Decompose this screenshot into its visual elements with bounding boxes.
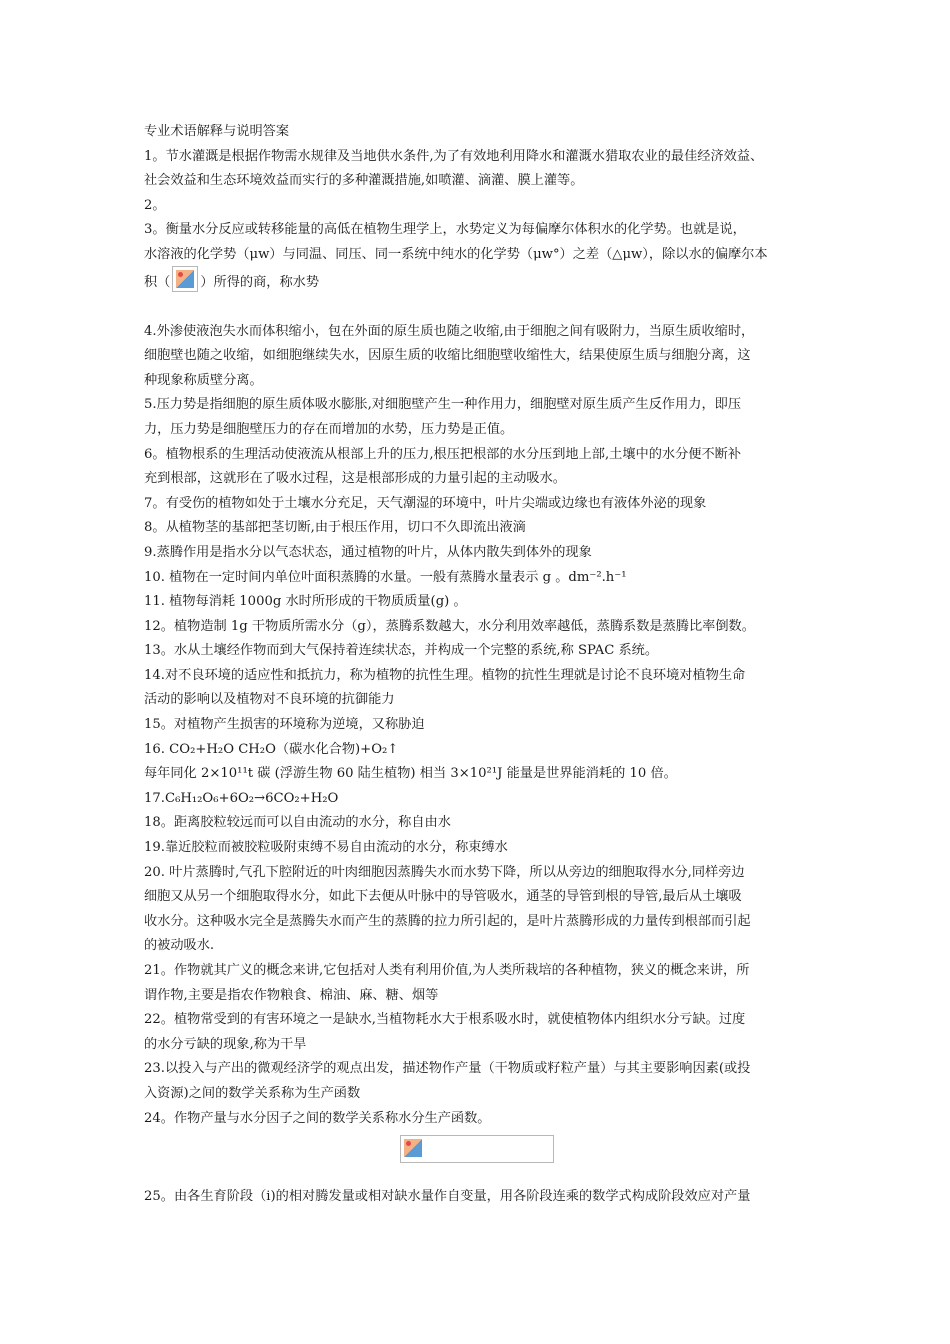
broken-image-icon <box>172 266 198 292</box>
doc-line: 社会效益和生态环境效益而实行的多种灌溉措施,如喷灌、滴灌、膜上灌等。 <box>144 173 584 189</box>
doc-line: 入资源)之间的数学关系称为生产函数 <box>144 1085 361 1101</box>
doc-line: 活动的影响以及植物对不良环境的抗御能力 <box>144 692 395 708</box>
doc-line: 细胞又从另一个细胞取得水分，如此下去便从叶脉中的导管吸水，通茎的导管到根的导管,最后从土壤吸 <box>144 889 742 905</box>
doc-line: 的水分亏缺的现象,称为干旱 <box>144 1036 307 1052</box>
doc-line: 24。作物产量与水分因子之间的数学关系称水分生产函数。 <box>144 1110 491 1126</box>
doc-line: 22。植物常受到的有害环境之一是缺水,当植物耗水大于根系吸水时，就使植物体内组织水分亏缺。过度 <box>144 1012 746 1028</box>
doc-line: 谓作物,主要是指农作物粮食、棉油、麻、糖、烟等 <box>144 987 439 1003</box>
doc-line: 8。从植物茎的基部把茎切断,由于根压作用，切口不久即流出液滴 <box>144 520 526 536</box>
doc-line: 收水分。这种吸水完全是蒸腾失水而产生的蒸腾的拉力所引起的，是叶片蒸腾形成的力量传到根部而引起 <box>144 913 751 929</box>
doc-line: 2。 <box>144 197 166 213</box>
doc-line: 的被动吸水. <box>144 938 215 954</box>
doc-text: 积（ <box>144 274 171 290</box>
doc-line: 25。由各生育阶段（i)的相对腾发量或相对缺水量作自变量，用各阶段连乘的数学式构成阶段效应对产量 <box>144 1189 751 1205</box>
broken-image-icon <box>400 1135 554 1163</box>
doc-line: 5.压力势是指细胞的原生质体吸水膨胀,对细胞壁产生一种作用力，细胞壁对原生质产生反作用力，即压 <box>144 397 742 413</box>
doc-line: 力，压力势是细胞壁压力的存在而增加的水势，压力势是正值。 <box>144 421 514 437</box>
doc-line: 6。植物根系的生理活动使液流从根部上升的压力,根压把根部的水分压到地上部,土壤中的水分便不断补 <box>144 446 742 462</box>
doc-line: 4.外渗使液泡失水而体积缩小，包在外面的原生质也随之收缩,由于细胞之间有吸附力，当原生质收缩时， <box>144 323 755 339</box>
doc-line: 种现象称质壁分离。 <box>144 372 263 388</box>
doc-line-with-image <box>144 268 814 298</box>
blank-line <box>144 298 814 320</box>
doc-line: 18。距离胶粒较远而可以自由流动的水分，称自由水 <box>144 815 451 831</box>
doc-line: 充到根部，这就形在了吸水过程，这是根部形成的力量引起的主动吸水。 <box>144 471 566 487</box>
doc-line: 23.以投入与产出的微观经济学的观点出发，描述物作产量（干物质或籽粒产量）与其主要影响因素(或投 <box>144 1061 751 1077</box>
doc-line: 14.对不良环境的适应性和抵抗力，称为植物的抗性生理。植物的抗性生理就是讨论不良环境对植物生命 <box>144 667 746 683</box>
image-placeholder-row <box>144 1131 814 1181</box>
doc-line: 3。衡量水分反应或转移能量的高低在植物生理学上，水势定义为每偏摩尔体积水的化学势。也就是说， <box>144 222 746 238</box>
doc-text: ）所得的商，称水势 <box>200 274 320 290</box>
doc-line: 21。作物就其广义的概念来讲,它包括对人类有利用价值,为人类所栽培的各种植物，狭义的概念来讲，所 <box>144 963 750 978</box>
doc-line: 20. 叶片蒸腾时,气孔下腔附近的叶肉细胞因蒸腾失水而水势下降，所以从旁边的细胞取得水分,同样旁边 <box>144 864 745 880</box>
doc-line: 水溶液的化学势（μw）与同温、同压、同一系统中纯水的化学势（μw°）之差（△μw），除以水的偏摩尔本 <box>144 246 768 262</box>
doc-title: 专业术语解释与说明答案 <box>144 124 290 139</box>
doc-line: 10. 植物在一定时间内单位叶面积蒸腾的水量。一般有蒸腾水量表示 g 。dm⁻².h⁻¹ <box>144 569 627 585</box>
doc-line: 1。节水灌溉是根据作物需水规律及当地供水条件,为了有效地利用降水和灌溉水猎取农业的最佳经济效益、 <box>144 148 764 164</box>
doc-line: 16. CO₂+H₂O CH₂O（碳水化合物)+O₂↑ <box>144 741 399 757</box>
doc-line: 9.蒸腾作用是指水分以气态状态，通过植物的叶片，从体内散失到体外的现象 <box>144 544 592 560</box>
doc-line: 13。水从土壤经作物而到大气保持着连续状态，并构成一个完整的系统,称 SPAC 系统。 <box>144 643 659 659</box>
doc-line: 15。对植物产生损害的环境称为逆境，又称胁迫 <box>144 717 425 733</box>
doc-line: 7。有受伤的植物如处于土壤水分充足，天气潮湿的环境中，叶片尖端或边缘也有液体外泌的现象 <box>144 495 707 511</box>
doc-line: 细胞壁也随之收缩，如细胞继续失水，因原生质的收缩比细胞壁收缩性大，结果使原生质与细胞分离，这 <box>144 348 751 364</box>
document-page <box>144 120 814 1210</box>
doc-line: 11. 植物每消耗 1000g 水时所形成的干物质质量(g) 。 <box>144 594 467 610</box>
doc-line: 12。植物造制 1g 干物质所需水分（g），蒸腾系数越大，水分利用效率越低，蒸腾系数是蒸腾比率倒数。 <box>144 618 755 634</box>
doc-line: 19.靠近胶粒而被胶粒吸附束缚不易自由流动的水分，称束缚水 <box>144 840 508 856</box>
doc-line: 每年同化 2×10¹¹t 碳 (浮游生物 60 陆生植物) 相当 3×10²¹J 能量是世界能消耗的 10 倍。 <box>144 766 677 782</box>
doc-line: 17.C₆H₁₂O₆+6O₂→6CO₂+H₂O <box>144 790 339 806</box>
